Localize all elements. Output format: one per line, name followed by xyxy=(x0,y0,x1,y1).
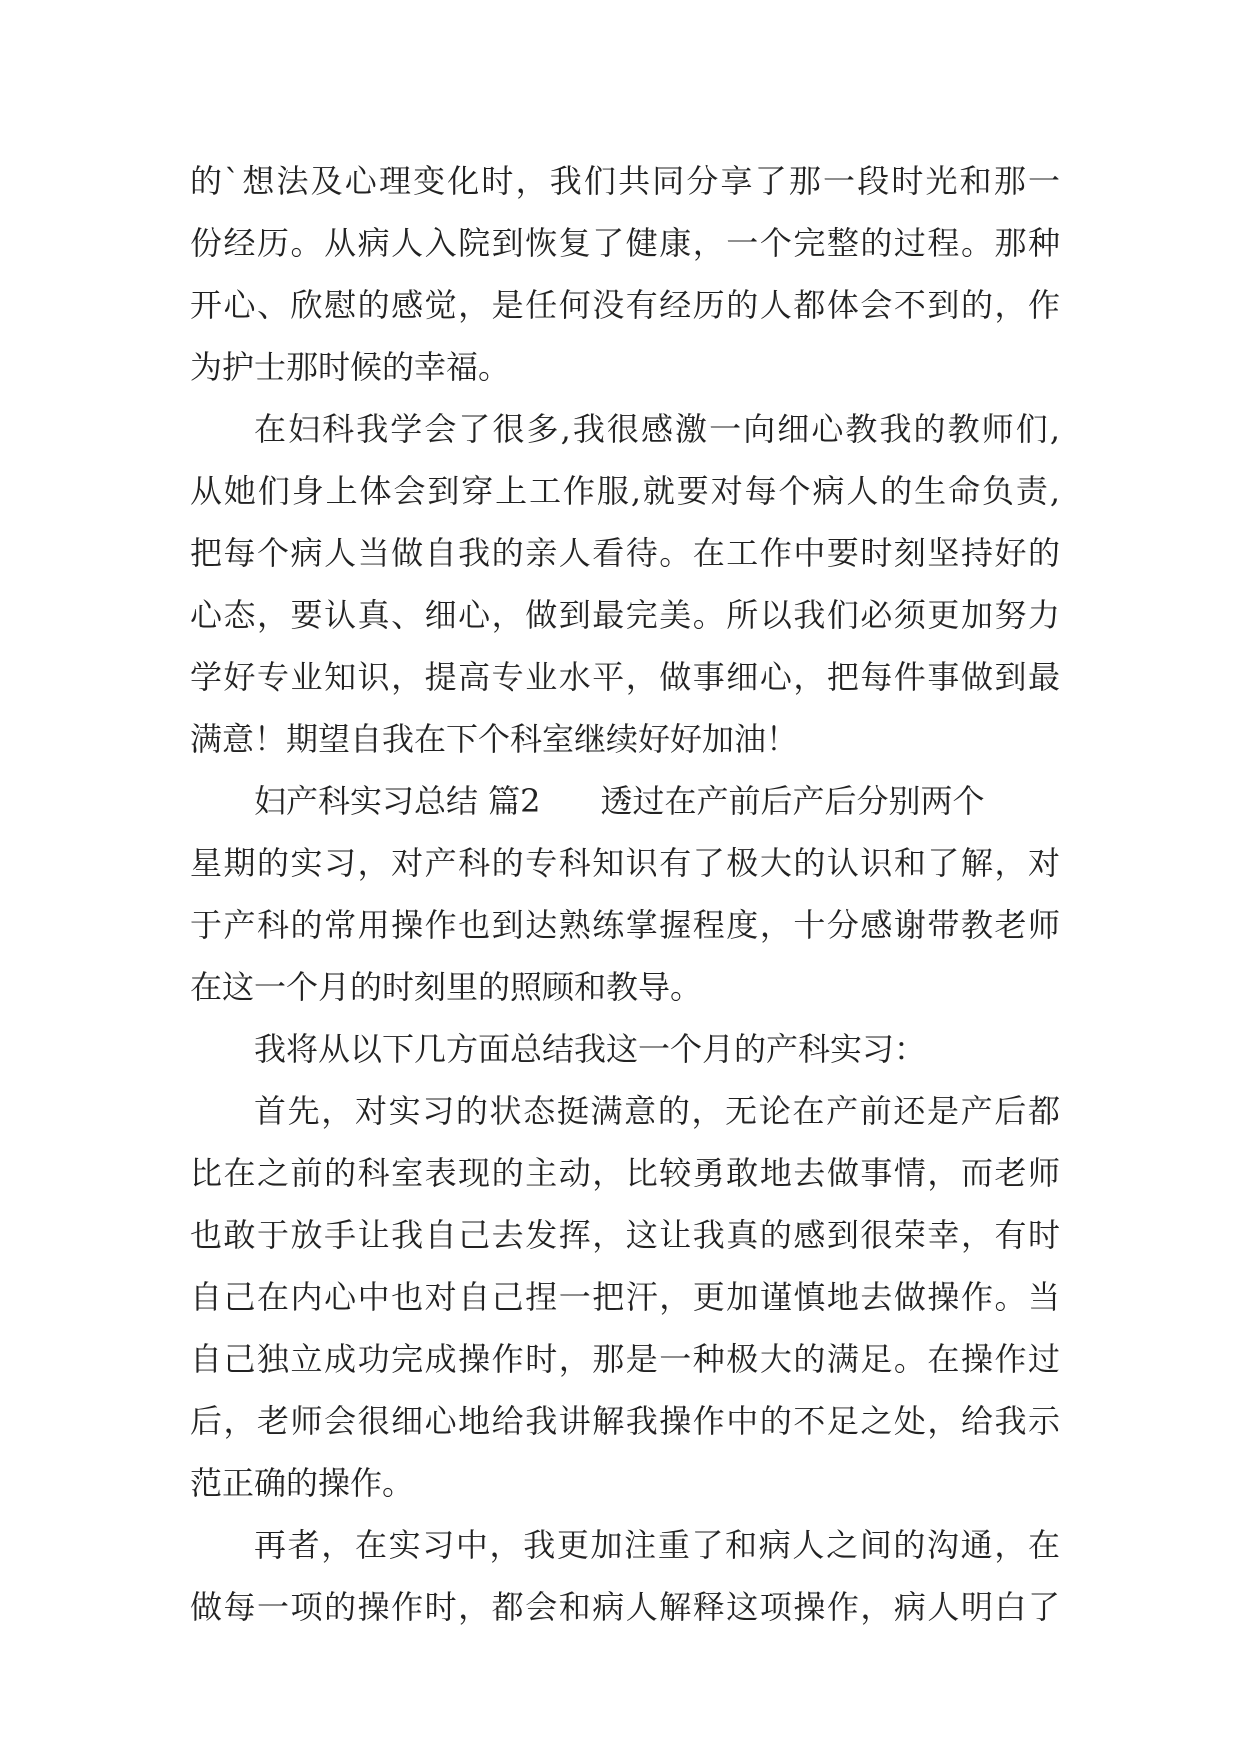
text-line: 学好专业知识，提高专业水平，做事细心，把每件事做到最 xyxy=(190,658,1060,696)
text-line: 自己独立成功完成操作时，那是一种极大的满足。在操作过 xyxy=(190,1340,1060,1378)
text-line: 做每一项的操作时，都会和病人解释这项操作，病人明白了 xyxy=(190,1588,1060,1626)
text-line: 星期的实习，对产科的专科知识有了极大的认识和了解，对 xyxy=(190,844,1060,882)
text-line: 份经历。从病人入院到恢复了健康，一个完整的过程。那种 xyxy=(190,224,1060,262)
text-line: 把每个病人当做自我的亲人看待。在工作中要时刻坚持好的 xyxy=(190,534,1060,572)
text-line: 开心、欣慰的感觉，是任何没有经历的人都体会不到的，作 xyxy=(190,286,1060,324)
text-line: 从她们身上体会到穿上工作服,就要对每个病人的生命负责, xyxy=(190,472,1060,510)
text-line: 为护士那时候的幸福。 xyxy=(190,348,511,386)
text-line: 心态，要认真、细心，做到最完美。所以我们必须更加努力 xyxy=(190,596,1060,634)
text-line: 于产科的常用操作也到达熟练掌握程度，十分感谢带教老师 xyxy=(190,906,1060,944)
section-heading-line xyxy=(190,770,1060,832)
text-line: 的`想法及心理变化时，我们共同分享了那一段时光和那一 xyxy=(190,162,1060,200)
text-line: 后，老师会很细心地给我讲解我操作中的不足之处，给我示 xyxy=(190,1402,1060,1440)
section-heading: 妇产科实习总结 篇2 xyxy=(254,782,541,820)
text-line: 在这一个月的时刻里的照顾和教导。 xyxy=(190,968,703,1006)
document-body xyxy=(190,150,1060,1638)
text-line: 范正确的操作。 xyxy=(190,1464,415,1502)
text-line: 也敢于放手让我自己去发挥，这让我真的感到很荣幸，有时 xyxy=(190,1216,1060,1254)
text-line: 自己在内心中也对自己捏一把汗，更加谨慎地去做操作。当 xyxy=(190,1278,1060,1316)
text-line: 比在之前的科室表现的主动，比较勇敢地去做事情，而老师 xyxy=(190,1154,1060,1192)
text-line: 首先，对实习的状态挺满意的，无论在产前还是产后都 xyxy=(254,1092,1060,1130)
text-line: 我将从以下几方面总结我这一个月的产科实习： xyxy=(254,1030,927,1068)
text-line: 在妇科我学会了很多,我很感激一向细心教我的教师们, xyxy=(254,410,1060,448)
text-line: 满意！期望自我在下个科室继续好好加油！ xyxy=(190,720,799,758)
text-line: 再者，在实习中，我更加注重了和病人之间的沟通，在 xyxy=(254,1526,1060,1564)
text-line: 透过在产前后产后分别两个 xyxy=(600,782,985,820)
